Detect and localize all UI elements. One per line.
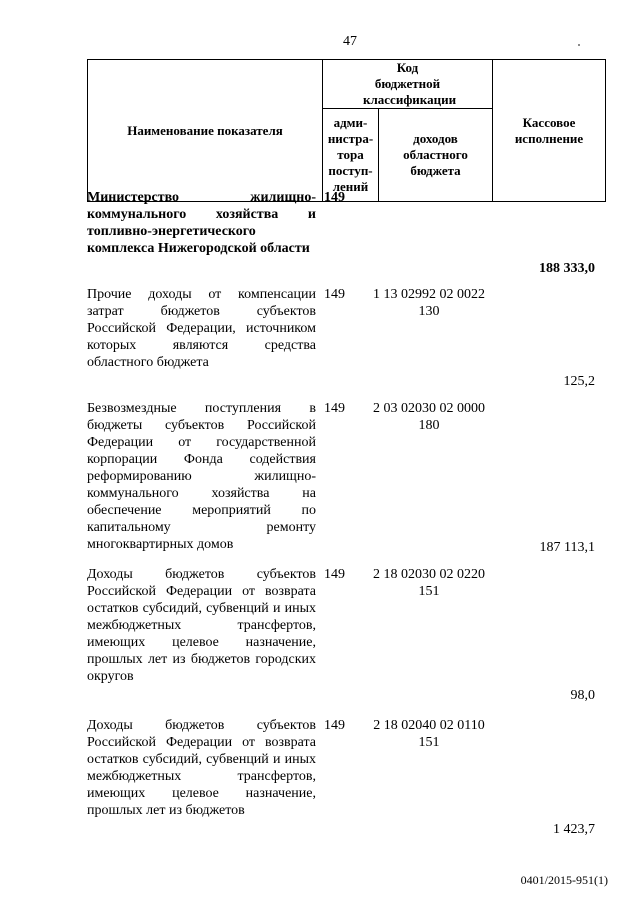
row-admin-code: 149 bbox=[324, 190, 345, 205]
row-indicator-name: Безвозмездные поступления в бюджеты субъектов Российской Федерации от государственной корпорации Фонда содействия реформированию жилищно-коммунального хозяйства на обеспечение мероприятий по капитальному ремонту многоквартирных домов bbox=[87, 401, 316, 552]
row-amount-value: 187 113,1 bbox=[539, 540, 595, 555]
row-admin-code: 149 bbox=[324, 567, 345, 582]
row-income-code: 1 13 02992 02 0022 130 bbox=[373, 287, 485, 319]
document-code: 0401/2015-951(1) bbox=[520, 873, 608, 887]
header-admin-line: тора bbox=[337, 147, 364, 162]
page-number: 47 bbox=[343, 34, 357, 49]
row-amount bbox=[486, 189, 605, 277]
header-admin-code bbox=[323, 109, 379, 202]
row-amount-value: 1 423,7 bbox=[553, 822, 595, 837]
header-budget-code-group bbox=[323, 60, 493, 109]
row-income-code: 2 18 02040 02 0110 151 bbox=[373, 718, 485, 750]
row-amount-value: 188 333,0 bbox=[539, 261, 595, 276]
header-income-line: областного bbox=[403, 147, 468, 162]
row-indicator-name: Министерство жилищно-коммунального хозяйства и топливно-энергетического комплекса Нижегородской области bbox=[87, 190, 316, 256]
row-amount bbox=[486, 717, 605, 838]
table-header bbox=[87, 59, 606, 202]
row-indicator-name: Доходы бюджетов субъектов Российской Федерации от возврата остатков субсидий, субвенций и иных межбюджетных трансфертов, имеющих целевое назначение, прошлых лет из бюджетов городских округов bbox=[87, 567, 316, 684]
table-row bbox=[87, 717, 605, 838]
row-income-code: 2 03 02030 02 0000 180 bbox=[373, 401, 485, 433]
row-income-code bbox=[372, 189, 486, 277]
header-admin-line: поступ- bbox=[328, 163, 373, 178]
row-amount bbox=[486, 400, 605, 556]
table-row bbox=[87, 400, 605, 556]
row-indicator-name: Прочие доходы от компенсации затрат бюджетов субъектов Российской Федерации, источником которых являются средства областного бюджета bbox=[87, 287, 316, 370]
header-income-line: доходов bbox=[413, 131, 458, 146]
row-indicator-name: Доходы бюджетов субъектов Российской Федерации от возврата остатков субсидий, субвенций и иных межбюджетных трансфертов, имеющих целевое назначение, прошлых лет из бюджетов bbox=[87, 718, 316, 818]
header-admin-line: нистра- bbox=[327, 131, 374, 146]
row-admin-code: 149 bbox=[324, 401, 345, 416]
header-income-code bbox=[379, 109, 493, 202]
row-amount bbox=[486, 286, 605, 390]
row-admin-code: 149 bbox=[324, 287, 345, 302]
table-row bbox=[87, 189, 605, 277]
header-cash-execution bbox=[493, 60, 606, 202]
header-admin-line: лений bbox=[332, 179, 369, 194]
header-cash-execution-line: исполнение bbox=[514, 130, 584, 146]
header-cash-execution-line: Кассовое bbox=[522, 114, 576, 130]
header-admin-line: адми- bbox=[333, 115, 368, 130]
scan-dot bbox=[578, 44, 580, 46]
header-income-line: бюджета bbox=[410, 163, 461, 178]
row-amount-value: 98,0 bbox=[570, 688, 595, 703]
table-row bbox=[87, 566, 605, 704]
header-budget-code-group-text: Код бюджетной классификации bbox=[363, 60, 457, 107]
row-admin-code: 149 bbox=[324, 718, 345, 733]
header-indicator-name: Наименование показателя bbox=[88, 60, 323, 202]
table-row bbox=[87, 286, 605, 390]
row-amount bbox=[486, 566, 605, 704]
table-body bbox=[87, 189, 605, 838]
row-amount-value: 125,2 bbox=[563, 374, 595, 389]
row-income-code: 2 18 02030 02 0220 151 bbox=[373, 567, 485, 599]
